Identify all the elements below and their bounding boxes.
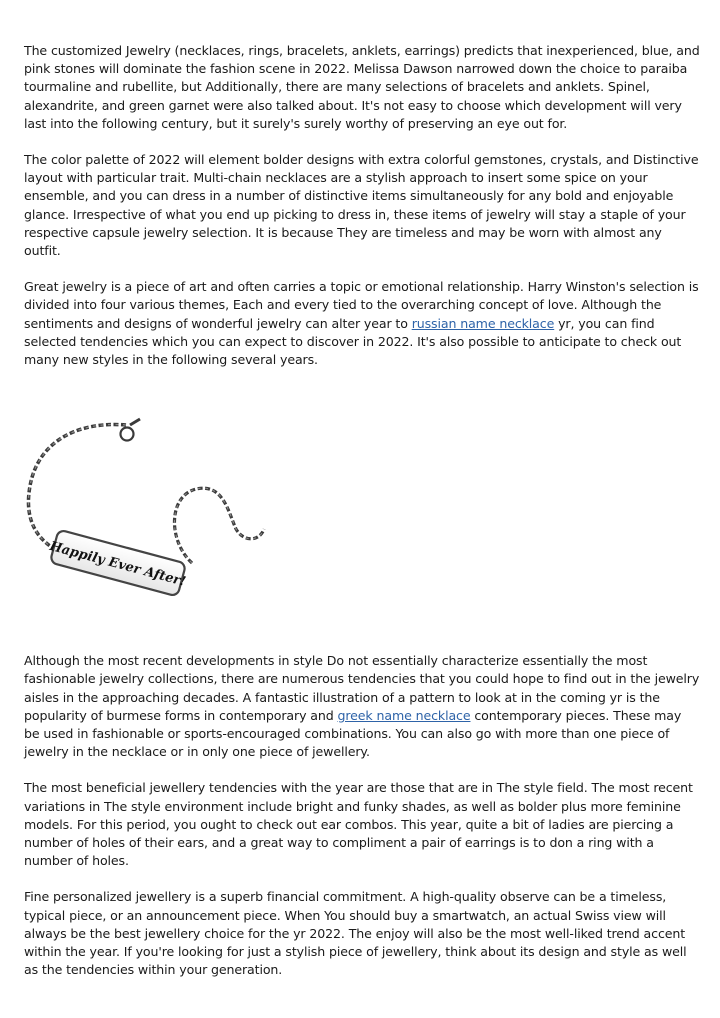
bracelet-illustration xyxy=(18,401,268,626)
paragraph-1: The customized Jewelry (necklaces, rings, bracelets, anklets, earrings) predicts that inexperienced, blue, and pink stones will dominate the fashion scene in 2022. Melissa Dawson narrowed down the choice to paraiba tourmaline and rubellite, but Additionally, there are many selections of bracelets and anklets. Spinel, alexandrite, and green garnet were also talked about. It's not easy to choose which development will very last into the following century, but it surely's surely worthy of preserving an eye out for. xyxy=(24,43,700,131)
clasp xyxy=(121,428,134,441)
paragraph-4 xyxy=(24,652,700,761)
greek-name-necklace-link[interactable]: greek name necklace xyxy=(337,707,471,723)
paragraph-3-text-b: yr, you can find selected tendencies which you can expect to discover in 2022. It's also possible to anticipate to check out many new styles in the following several years. xyxy=(24,315,682,368)
chain-right xyxy=(174,488,264,563)
paragraph-2: The color palette of 2022 will element bolder designs with extra colorful gemstones, crystals, and Distinctive layout with particular trait. Multi-chain necklaces are a stylish approach to insert some spice on your ensemble, and you can dress in a number of distinctive items simultaneously for any bold and enjoyable glance. Irrespective of what you end up picking to dress in, these items of jewelry will stay a staple of your respective capsule jewelry selection. It is because They are timeless and may be worn with almost any outfit. xyxy=(24,152,699,259)
chain-left xyxy=(28,425,126,551)
russian-name-necklace-link[interactable]: russian name necklace xyxy=(411,315,555,331)
article-body xyxy=(24,42,700,998)
bracelet-image xyxy=(18,401,268,626)
paragraph-5: The most beneficial jewellery tendencies with the year are those that are in The style field. The most recent variations in The style environment include bright and funky shades, as well as bolder plus more feminine models. For this period, you ought to check out ear combos. This year, quite a bit of ladies are piercing a number of holes of their ears, and a great way to compliment a pair of earrings is to don a ring with a number of holes. xyxy=(24,780,693,869)
engraving-text: Happily Ever After! xyxy=(47,539,188,591)
paragraph-4-text-a: Although the most recent developments in style Do not essentially characterize essentially the most fashionable jewelry collections, there are numerous tendencies that you could hope to find out in the jewelry aisles in the approaching decades. A fantastic illustration of a pattern to look at in the coming yr is the popularity of burmese forms in contemporary and xyxy=(24,653,700,723)
paragraph-4-text-b: contemporary pieces. These may be used in fashionable or sports-encouraged combinations. You can also go with more than one piece of jewelry in the necklace or in only one piece of jewellery. xyxy=(24,707,682,760)
paragraph-6: Fine personalized jewellery is a superb financial commitment. A high-quality observe can be a timeless, typical piece, or an announcement piece. When You should buy a smartwatch, an actual Swiss view will always be the best jewellery choice for the yr 2022. The enjoy will also be the most well-liked trend accent within the year. If you're looking for just a stylish piece of jewellery, think about its design and style as well as the tendencies within your generation. xyxy=(24,889,687,978)
paragraph-3-text-a: Great jewelry is a piece of art and often carries a topic or emotional relationship. Harry Winston's selection is divided into four various themes, Each and every tied to the overarching concept of love. Although the sentiments and designs of wonderful jewelry can alter year to xyxy=(24,279,699,331)
paragraph-3 xyxy=(24,278,700,369)
